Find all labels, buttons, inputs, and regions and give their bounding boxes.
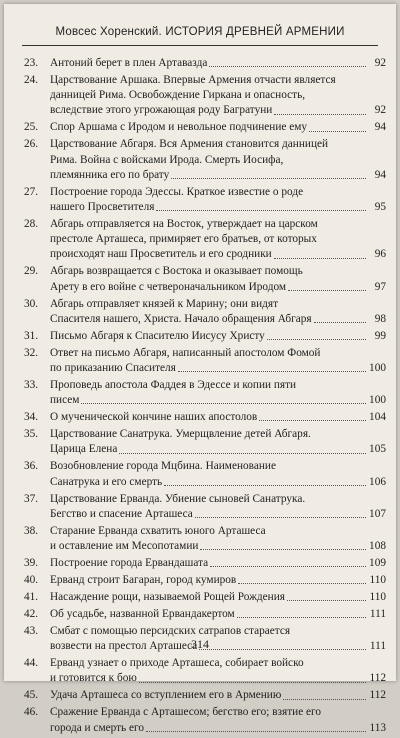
dot-leader xyxy=(209,66,366,67)
toc-entry xyxy=(24,573,386,588)
toc-entry xyxy=(24,56,386,71)
table-of-contents xyxy=(24,56,386,738)
toc-entry xyxy=(24,590,386,605)
toc-entry-title-line: Царствование Аршака. Впервые Армения отчасти является xyxy=(50,74,336,86)
toc-entry-number: 43. xyxy=(24,625,39,638)
toc-entry xyxy=(24,264,386,294)
toc-entry-title-line: Царица Елена xyxy=(50,443,118,456)
toc-entry-page: 100 xyxy=(369,394,386,407)
toc-entry-title-line: Спасителя нашего, Христа. Начало обращения Абгаря xyxy=(50,312,312,325)
toc-entry-last-line xyxy=(50,442,386,457)
toc-entry-page: 100 xyxy=(369,362,386,375)
toc-entry-page: 104 xyxy=(369,411,386,424)
dot-leader xyxy=(178,371,366,372)
toc-entry-title xyxy=(50,137,386,183)
toc-entry-last-line xyxy=(50,103,386,118)
toc-entry-title xyxy=(50,329,386,344)
toc-entry-title-line: престоле Арташеса, примиряет его братьев, от которых xyxy=(50,233,317,246)
dot-leader xyxy=(309,131,366,132)
toc-entry-title-line: Возобновление города Мцбина. Наименование xyxy=(50,460,276,473)
dot-leader xyxy=(274,258,366,259)
toc-entry-title-line: О мученической кончине наших апостолов xyxy=(50,411,258,424)
toc-entry xyxy=(24,524,386,554)
toc-entry-number: 46. xyxy=(24,706,39,719)
toc-entry-title-line: и готовится к бою xyxy=(50,672,137,685)
toc-entry-number: 23. xyxy=(24,57,39,69)
toc-entry-title xyxy=(50,297,386,327)
toc-entry xyxy=(24,185,386,215)
toc-entry-last-line xyxy=(50,607,386,622)
toc-entry-last-line xyxy=(50,329,386,344)
toc-entry-last-line xyxy=(50,539,386,554)
dot-leader xyxy=(200,549,366,550)
toc-entry-number: 34. xyxy=(24,411,39,424)
toc-entry xyxy=(24,410,386,425)
toc-entry-title xyxy=(50,492,386,522)
dot-leader xyxy=(210,566,366,567)
toc-entry-last-line xyxy=(50,361,386,376)
toc-entry-title xyxy=(50,688,386,703)
toc-entry-title xyxy=(50,427,386,457)
toc-entry-title-line: Письмо Абгаря к Спасителю Иисусу Христу xyxy=(50,329,265,342)
toc-entry-number: 35. xyxy=(24,428,39,441)
toc-entry-title-line: Царствование Санатрука. Умерщвление детей Абгаря. xyxy=(50,428,311,441)
toc-entry xyxy=(24,688,386,703)
toc-entry-page: 108 xyxy=(369,540,386,553)
toc-entry-page: 98 xyxy=(374,312,386,325)
dot-leader xyxy=(146,731,366,732)
toc-entry-title xyxy=(50,573,386,588)
dot-leader xyxy=(288,290,366,291)
toc-entry-title xyxy=(50,705,386,735)
dot-leader xyxy=(267,339,366,340)
toc-entry-number: 40. xyxy=(24,574,39,587)
toc-entry-number: 26. xyxy=(24,138,39,151)
toc-entry-last-line xyxy=(50,393,386,408)
dot-leader xyxy=(195,517,366,518)
dot-leader xyxy=(81,403,366,404)
toc-entry-number: 25. xyxy=(24,121,39,134)
toc-entry-last-line xyxy=(50,247,386,262)
toc-entry xyxy=(24,346,386,376)
toc-entry-number: 36. xyxy=(24,460,39,473)
toc-entry-page: 112 xyxy=(369,672,386,685)
toc-entry xyxy=(24,607,386,622)
toc-entry-title-line: Санатрука и его смерть xyxy=(50,475,163,488)
header-rule xyxy=(22,45,378,46)
toc-entry xyxy=(24,656,386,686)
toc-entry-last-line xyxy=(50,280,386,295)
toc-entry-page: 107 xyxy=(369,507,386,520)
toc-entry-title-line: вследствие этого угрожающая роду Багратуни xyxy=(50,104,273,117)
dot-leader xyxy=(139,682,366,683)
toc-entry-title-line: Рима. Война с войсками Ирода. Смерть Иосифа, xyxy=(50,153,284,166)
dot-leader xyxy=(171,178,366,179)
toc-entry-title-line: нашего Просветителя xyxy=(50,201,155,214)
dot-leader xyxy=(287,600,366,601)
toc-entry-page: 110 xyxy=(369,574,386,587)
toc-entry-title-line: Царствование Ерванда. Убиение сыновей Санатрука. xyxy=(50,492,306,505)
dot-leader xyxy=(283,699,366,700)
book-page xyxy=(4,4,396,734)
toc-entry-title xyxy=(50,120,386,135)
toc-entry-last-line xyxy=(50,200,386,215)
toc-entry-page: 112 xyxy=(369,689,386,702)
toc-entry xyxy=(24,137,386,183)
toc-entry-title xyxy=(50,410,386,425)
toc-entry xyxy=(24,427,386,457)
toc-entry xyxy=(24,556,386,571)
toc-entry-number: 28. xyxy=(24,218,39,231)
toc-entry-title-line: происходят наш Просветитель и его сродники xyxy=(50,248,272,261)
toc-entry-page: 106 xyxy=(369,475,386,488)
toc-entry-title xyxy=(50,56,386,71)
toc-entry-title-line: Абгарь отправляет князей к Марину; они видят xyxy=(50,297,279,310)
toc-entry-title-line: Царствование Абгаря. Вся Армения становится данницей xyxy=(50,138,329,151)
dot-leader xyxy=(119,453,366,454)
toc-entry-page: 95 xyxy=(374,201,386,214)
toc-entry-title-line: Спор Аршама с Иродом и невольное подчинение ему xyxy=(50,121,308,134)
toc-entry-title-line: племянника его по брату xyxy=(50,168,170,181)
running-head: Мовсес Хоренский. ИСТОРИЯ ДРЕВНЕЙ АРМЕНИИ xyxy=(55,26,345,38)
toc-entry-title-line: Построение города Эдессы. Краткое известие о роде xyxy=(50,185,304,198)
toc-entry xyxy=(24,378,386,408)
toc-entry xyxy=(24,705,386,735)
toc-entry-title xyxy=(50,73,386,119)
toc-entry-number: 45. xyxy=(24,689,39,702)
toc-entry-last-line xyxy=(50,573,386,588)
toc-entry-title-line: Абгарь возвращается с Востока и оказывает помощь xyxy=(50,265,303,278)
toc-entry-title-line: Сражение Ерванда с Арташесом; бегство его; взятие его xyxy=(50,706,322,719)
toc-entry-page: 113 xyxy=(369,721,386,734)
dot-leader xyxy=(314,322,366,323)
toc-entry-page: 97 xyxy=(374,280,386,293)
toc-entry-page: 110 xyxy=(369,591,386,604)
toc-entry-title xyxy=(50,346,386,376)
toc-entry-page: 92 xyxy=(374,57,386,69)
toc-entry xyxy=(24,217,386,263)
toc-entry-title-line: Удача Арташеса со вступлением его в Армению xyxy=(50,689,282,702)
dot-leader xyxy=(164,485,366,486)
toc-entry-title-line: писем xyxy=(50,394,80,407)
toc-entry xyxy=(24,492,386,522)
toc-entry-title-line: Ответ на письмо Абгаря, написанный апостолом Фомой xyxy=(50,346,321,359)
page-number: 314 xyxy=(191,637,209,651)
dot-leader xyxy=(238,583,366,584)
toc-entry-number: 39. xyxy=(24,557,39,570)
toc-entry-number: 42. xyxy=(24,608,39,621)
toc-entry-title-line: Проповедь апостола Фаддея в Эдессе и копии пяти xyxy=(50,379,297,392)
toc-entry-title-line: данницей Рима. Освобождение Гиркана и опасность, xyxy=(50,89,306,102)
toc-entry-title-line: возвести на престол Арташеса xyxy=(50,640,198,653)
toc-entry-title xyxy=(50,556,386,571)
toc-entry-number: 37. xyxy=(24,492,39,505)
toc-entry-title-line: и оставление им Месопотамии xyxy=(50,540,199,553)
toc-entry xyxy=(24,120,386,135)
toc-entry-title-line: Построение города Ервандашата xyxy=(50,557,209,570)
toc-entry-number: 29. xyxy=(24,265,39,278)
toc-entry-page: 111 xyxy=(369,640,386,653)
dot-leader xyxy=(259,420,366,421)
toc-entry-title-line: Смбат с помощью персидских сатрапов старается xyxy=(50,625,291,638)
toc-entry-title-line: Старание Ерванда схватить юного Арташеса xyxy=(50,524,266,537)
toc-entry-title-line: города и смерть его xyxy=(50,721,145,734)
toc-entry-title xyxy=(50,217,386,263)
toc-entry-title-line: Антоний берет в плен Артавазда xyxy=(50,57,208,69)
toc-entry-number: 30. xyxy=(24,297,39,310)
toc-entry-last-line xyxy=(50,312,386,327)
toc-entry-title-line: Бегство и спасение Арташеса xyxy=(50,507,193,520)
toc-entry xyxy=(24,73,386,119)
toc-entry-page: 96 xyxy=(374,248,386,261)
toc-entry-title xyxy=(50,378,386,408)
toc-entry-last-line xyxy=(50,120,386,135)
toc-entry xyxy=(24,297,386,327)
toc-entry-page: 99 xyxy=(374,329,386,342)
toc-entry-title-line: Арету в его войне с четвероначальником Иродом xyxy=(50,280,287,293)
toc-entry-page: 92 xyxy=(374,104,386,117)
toc-entry-last-line xyxy=(50,590,386,605)
toc-entry-last-line xyxy=(50,56,386,71)
toc-entry-last-line xyxy=(50,475,386,490)
toc-entry-title-line: Об усадьбе, названной Ервандакертом xyxy=(50,608,235,621)
toc-entry-page: 105 xyxy=(369,443,386,456)
toc-entry-last-line xyxy=(50,671,386,686)
toc-entry-number: 44. xyxy=(24,657,39,670)
toc-entry-title-line: Насаждение рощи, называемой Рощей Рождения xyxy=(50,591,285,604)
toc-entry-page: 111 xyxy=(369,608,386,621)
toc-entry-page: 109 xyxy=(369,557,386,570)
toc-entry-title xyxy=(50,459,386,489)
toc-entry-title xyxy=(50,264,386,294)
toc-entry-title-line: Абгарь отправляется на Восток, утверждает на царском xyxy=(50,218,318,231)
toc-entry xyxy=(24,329,386,344)
toc-entry-page: 94 xyxy=(374,121,386,134)
toc-entry-title xyxy=(50,590,386,605)
toc-entry-title xyxy=(50,607,386,622)
toc-entry-last-line xyxy=(50,556,386,571)
toc-entry-title-line: по приказанию Спасителя xyxy=(50,362,176,375)
toc-entry xyxy=(24,459,386,489)
toc-entry-title xyxy=(50,656,386,686)
toc-entry-number: 31. xyxy=(24,329,39,342)
toc-entry-title-line: Ерванд строит Багаран, город кумиров xyxy=(50,574,237,587)
toc-entry-number: 41. xyxy=(24,591,39,604)
toc-entry-page: 94 xyxy=(374,168,386,181)
toc-entry-number: 38. xyxy=(24,524,39,537)
dot-leader xyxy=(274,114,366,115)
toc-entry-title-line: Ерванд узнает о приходе Арташеса, собирает войско xyxy=(50,657,304,670)
toc-entry-last-line xyxy=(50,410,386,425)
toc-entry-number: 24. xyxy=(24,74,39,86)
toc-entry-last-line xyxy=(50,507,386,522)
toc-entry-last-line xyxy=(50,721,386,736)
toc-entry-number: 33. xyxy=(24,379,39,392)
toc-entry-title xyxy=(50,524,386,554)
toc-entry-title xyxy=(50,185,386,215)
toc-entry-number: 27. xyxy=(24,185,39,198)
toc-entry-number: 32. xyxy=(24,346,39,359)
dot-leader xyxy=(156,210,366,211)
toc-entry-last-line xyxy=(50,688,386,703)
toc-entry-last-line xyxy=(50,168,386,183)
dot-leader xyxy=(237,617,366,618)
